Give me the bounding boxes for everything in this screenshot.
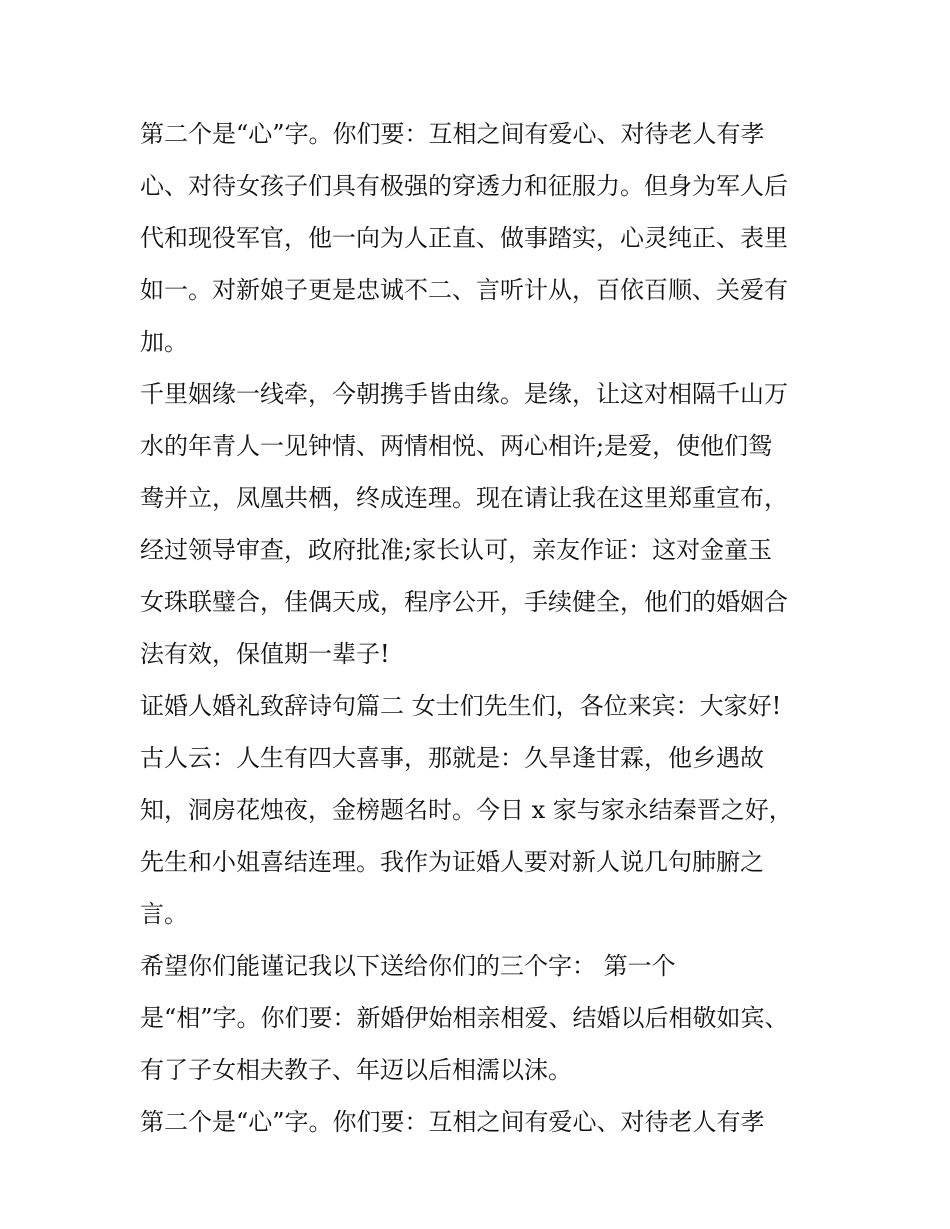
text-line: 有了子女相夫教子、年迈以后相濡以沫。 (140, 1056, 572, 1084)
text-line: 证婚人婚礼致辞诗句篇二 女士们先生们，各位来宾：大家好! (140, 692, 782, 720)
document-body (140, 108, 820, 1148)
text-line: 古人云：人生有四大喜事，那就是：久旱逢甘霖，他乡遇故 (140, 744, 764, 772)
text-line: 心、对待女孩子们具有极强的穿透力和征服力。但身为军人后 (140, 172, 788, 200)
text-line: 千里姻缘一线牵，今朝携手皆由缘。是缘，让这对相隔千山万 (140, 380, 788, 408)
text-line: 女珠联璧合，佳偶天成，程序公开，手续健全，他们的婚姻合 (140, 588, 788, 616)
text-line: 如一。对新娘子更是忠诚不二、言听计从，百依百顺、关爱有 (140, 276, 788, 304)
text-line: 法有效，保值期一辈子! (140, 640, 390, 668)
text-line: 知，洞房花烛夜，金榜题名时。今日 x 家与家永结秦晋之好， (140, 796, 793, 824)
text-line: 第二个是“心”字。你们要：互相之间有爱心、对待老人有孝 (140, 120, 765, 148)
text-line: 是“相”字。你们要：新婚伊始相亲相爱、结婚以后相敬如宾、 (140, 1004, 789, 1032)
text-line: 水的年青人一见钟情、两情相悦、两心相许;是爱，使他们鸳 (140, 432, 773, 460)
text-line: 鸯并立，凤凰共栖，终成连理。现在请让我在这里郑重宣布， (140, 484, 788, 512)
text-line: 第二个是“心”字。你们要：互相之间有爱心、对待老人有孝 (140, 1108, 765, 1136)
text-line: 代和现役军官，他一向为人正直、做事踏实，心灵纯正、表里 (140, 224, 788, 252)
text-line: 先生和小姐喜结连理。我作为证婚人要对新人说几句肺腑之 (140, 848, 764, 876)
text-line: 经过领导审查，政府批准;家长认可，亲友作证：这对金童玉 (140, 536, 773, 564)
text-line: 希望你们能谨记我以下送给你们的三个字： 第一个 (140, 952, 676, 980)
text-line: 加。 (140, 328, 188, 356)
text-line: 言。 (140, 900, 188, 928)
